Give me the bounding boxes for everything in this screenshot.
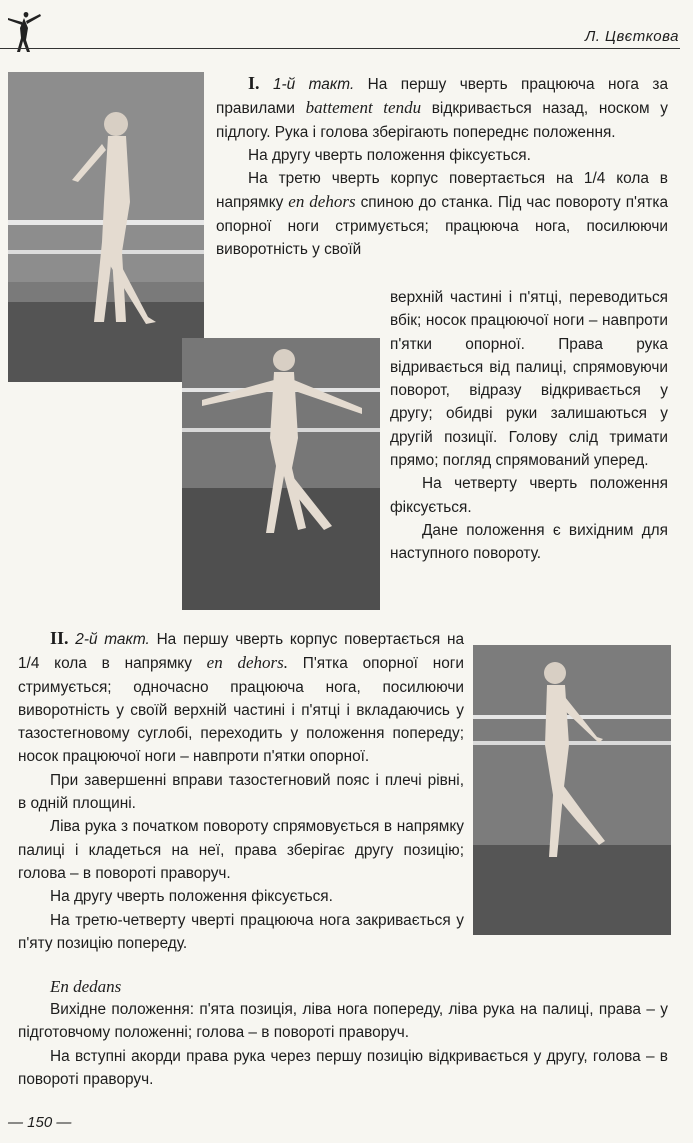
section-1-para-5: Дане положення є вихідним для наступного повороту. — [390, 521, 668, 563]
section-2-para-4: На другу чверть положення фіксується. — [50, 888, 333, 906]
ballerina-battement-tendu-back-photo — [8, 72, 204, 382]
en-dedans-para-2: На вступні акорди права рука через першу позицію відкривається у другу, голова – в повороті праворуч. — [18, 1047, 668, 1088]
ballerina-second-position-photo — [182, 338, 380, 610]
section-2-measure: 2-й такт. — [75, 631, 150, 648]
section-1-intro-text — [216, 72, 668, 261]
header-rule — [0, 48, 680, 49]
section-1-measure: 1-й такт. — [272, 76, 355, 93]
section-1-para-4: На четверту чверть положення фіксується. — [390, 475, 668, 516]
section-1-numeral: I. — [248, 73, 260, 93]
section-2-para-2: При завершенні вправи тазостегновий пояс і плечі рівні, в одній площині. — [18, 771, 464, 813]
section-2-para-5: На третю-четверту чверті працююча нога закривається у п'яту позицію попереду. — [18, 911, 464, 952]
section-1-term-battement-tendu: battement tendu — [305, 98, 422, 118]
ballerina-turn-photo — [473, 645, 671, 935]
section-1-para-3-c: верхній частині і п'ятці, переводиться вбік; носок працюючої ноги – навпроти п'ятки опорної. Права рука відривається від палиці, спрямовуючи поворот, відразу відкривається у другу; обидві руки залишаються у другій позиції. Голову слід тримати прямо; погляд спрямований уперед. — [390, 289, 668, 470]
section-1-term-en-dehors: en dehors — [288, 192, 356, 212]
section-2-numeral: II. — [50, 628, 69, 648]
section-2-term-en-dehors: en dehors. — [206, 653, 289, 673]
section-en-dedans-text — [18, 975, 668, 1091]
section-2-para-1-b: П'ятка опорної ноги стримується; одночасно працююча нога, посилюючи виворотність у своїй верхній частині і п'ятці і вкладаючись у тазостегновому суглобі, переходить у положення попереду; носок працюючої ноги – навпроти п'ятки опорної. — [18, 655, 464, 766]
section-2-para-1-a: На першу чверть корпус повертається на 1/4 кола в напрямку — [18, 631, 465, 673]
en-dedans-para-1: Вихідне положення: п'ята позиція, ліва нога попереду, ліва рука на палиці, права – у підготовчому положенні; голова – в повороті праворуч. — [18, 1001, 668, 1042]
section-1-para-3-b: спиною до станка. Під час повороту п'ятка опорної ноги стримується; працююча нога, посилюючи виворотність у своїй — [216, 194, 669, 259]
section-1-para-1-b: відкривається назад, носком у підлогу. Рука і голова зберігають попереднє положення. — [216, 100, 668, 141]
page-number: — 150 — — [8, 1114, 72, 1131]
section-1-para-3-a: На третю чверть корпус повертається на 1/4 кола в напрямку — [216, 170, 668, 212]
en-dedans-heading: En dedans — [50, 977, 122, 996]
section-1-para-2: На другу чверть положення фіксується. — [248, 146, 531, 164]
section-1-continued-text — [390, 286, 668, 566]
running-header-author: Л. Цвєткова — [584, 28, 679, 45]
section-2-text — [18, 627, 464, 955]
section-2-para-3: Ліва рука з початком повороту спрямовується в напрямку палиці і кладеться на неї, права зберігає другу позицію; голова – в повороті праворуч. — [18, 818, 464, 882]
section-1-para-1-a: На першу чверть працююча нога за правилами — [216, 76, 669, 118]
